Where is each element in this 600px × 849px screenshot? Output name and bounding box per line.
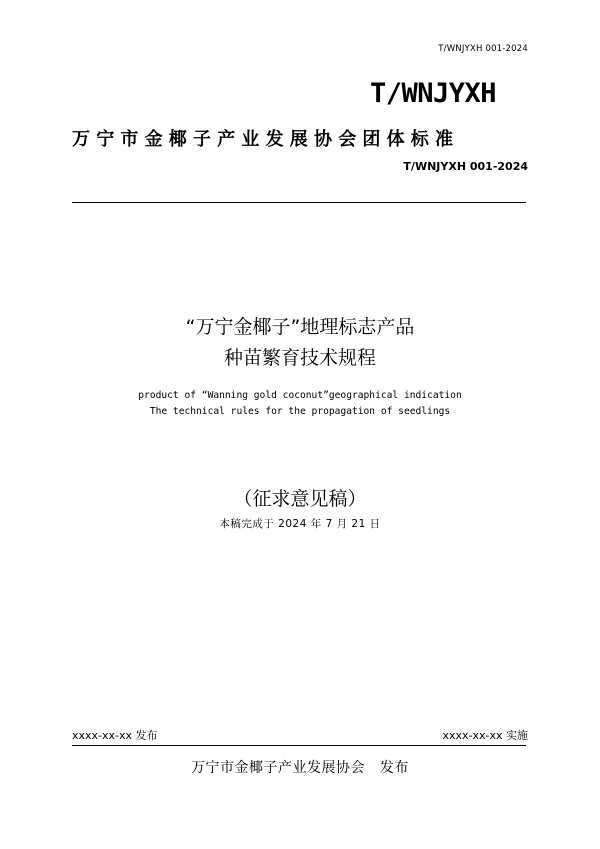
draft-status-label: （征求意见稿） [233, 488, 367, 510]
document-title-cn-line2: 种苗繁育技术规程 [223, 347, 376, 369]
organization-standard-title: 万宁市金椰子产业发展协会团体标准 [72, 129, 460, 150]
draft-completion-date: 本稿完成于 2024 年 7 月 21 日 [219, 518, 381, 530]
implement-date: xxxx-xx-xx 实施 [442, 729, 528, 742]
top-divider [72, 202, 526, 203]
standard-number: T/WNJYXH 001-2024 [403, 160, 528, 173]
publish-date: xxxx-xx-xx 发布 [72, 729, 158, 742]
header-standard-code: T/WNJYXH 001-2024 [438, 44, 528, 54]
document-title-cn-line1: “万宁金椰子”地理标志产品 [185, 316, 415, 338]
document-title-en-line1: product of “Wanning gold coconut”geographical indication [138, 390, 462, 401]
publisher-line: 万宁市金椰子产业发展协会 发布 [191, 760, 409, 776]
bottom-divider [72, 745, 526, 746]
document-title-en-line2: The technical rules for the propagation of seedlings [149, 406, 451, 417]
organization-mark: T/WNJYXH [369, 78, 496, 109]
